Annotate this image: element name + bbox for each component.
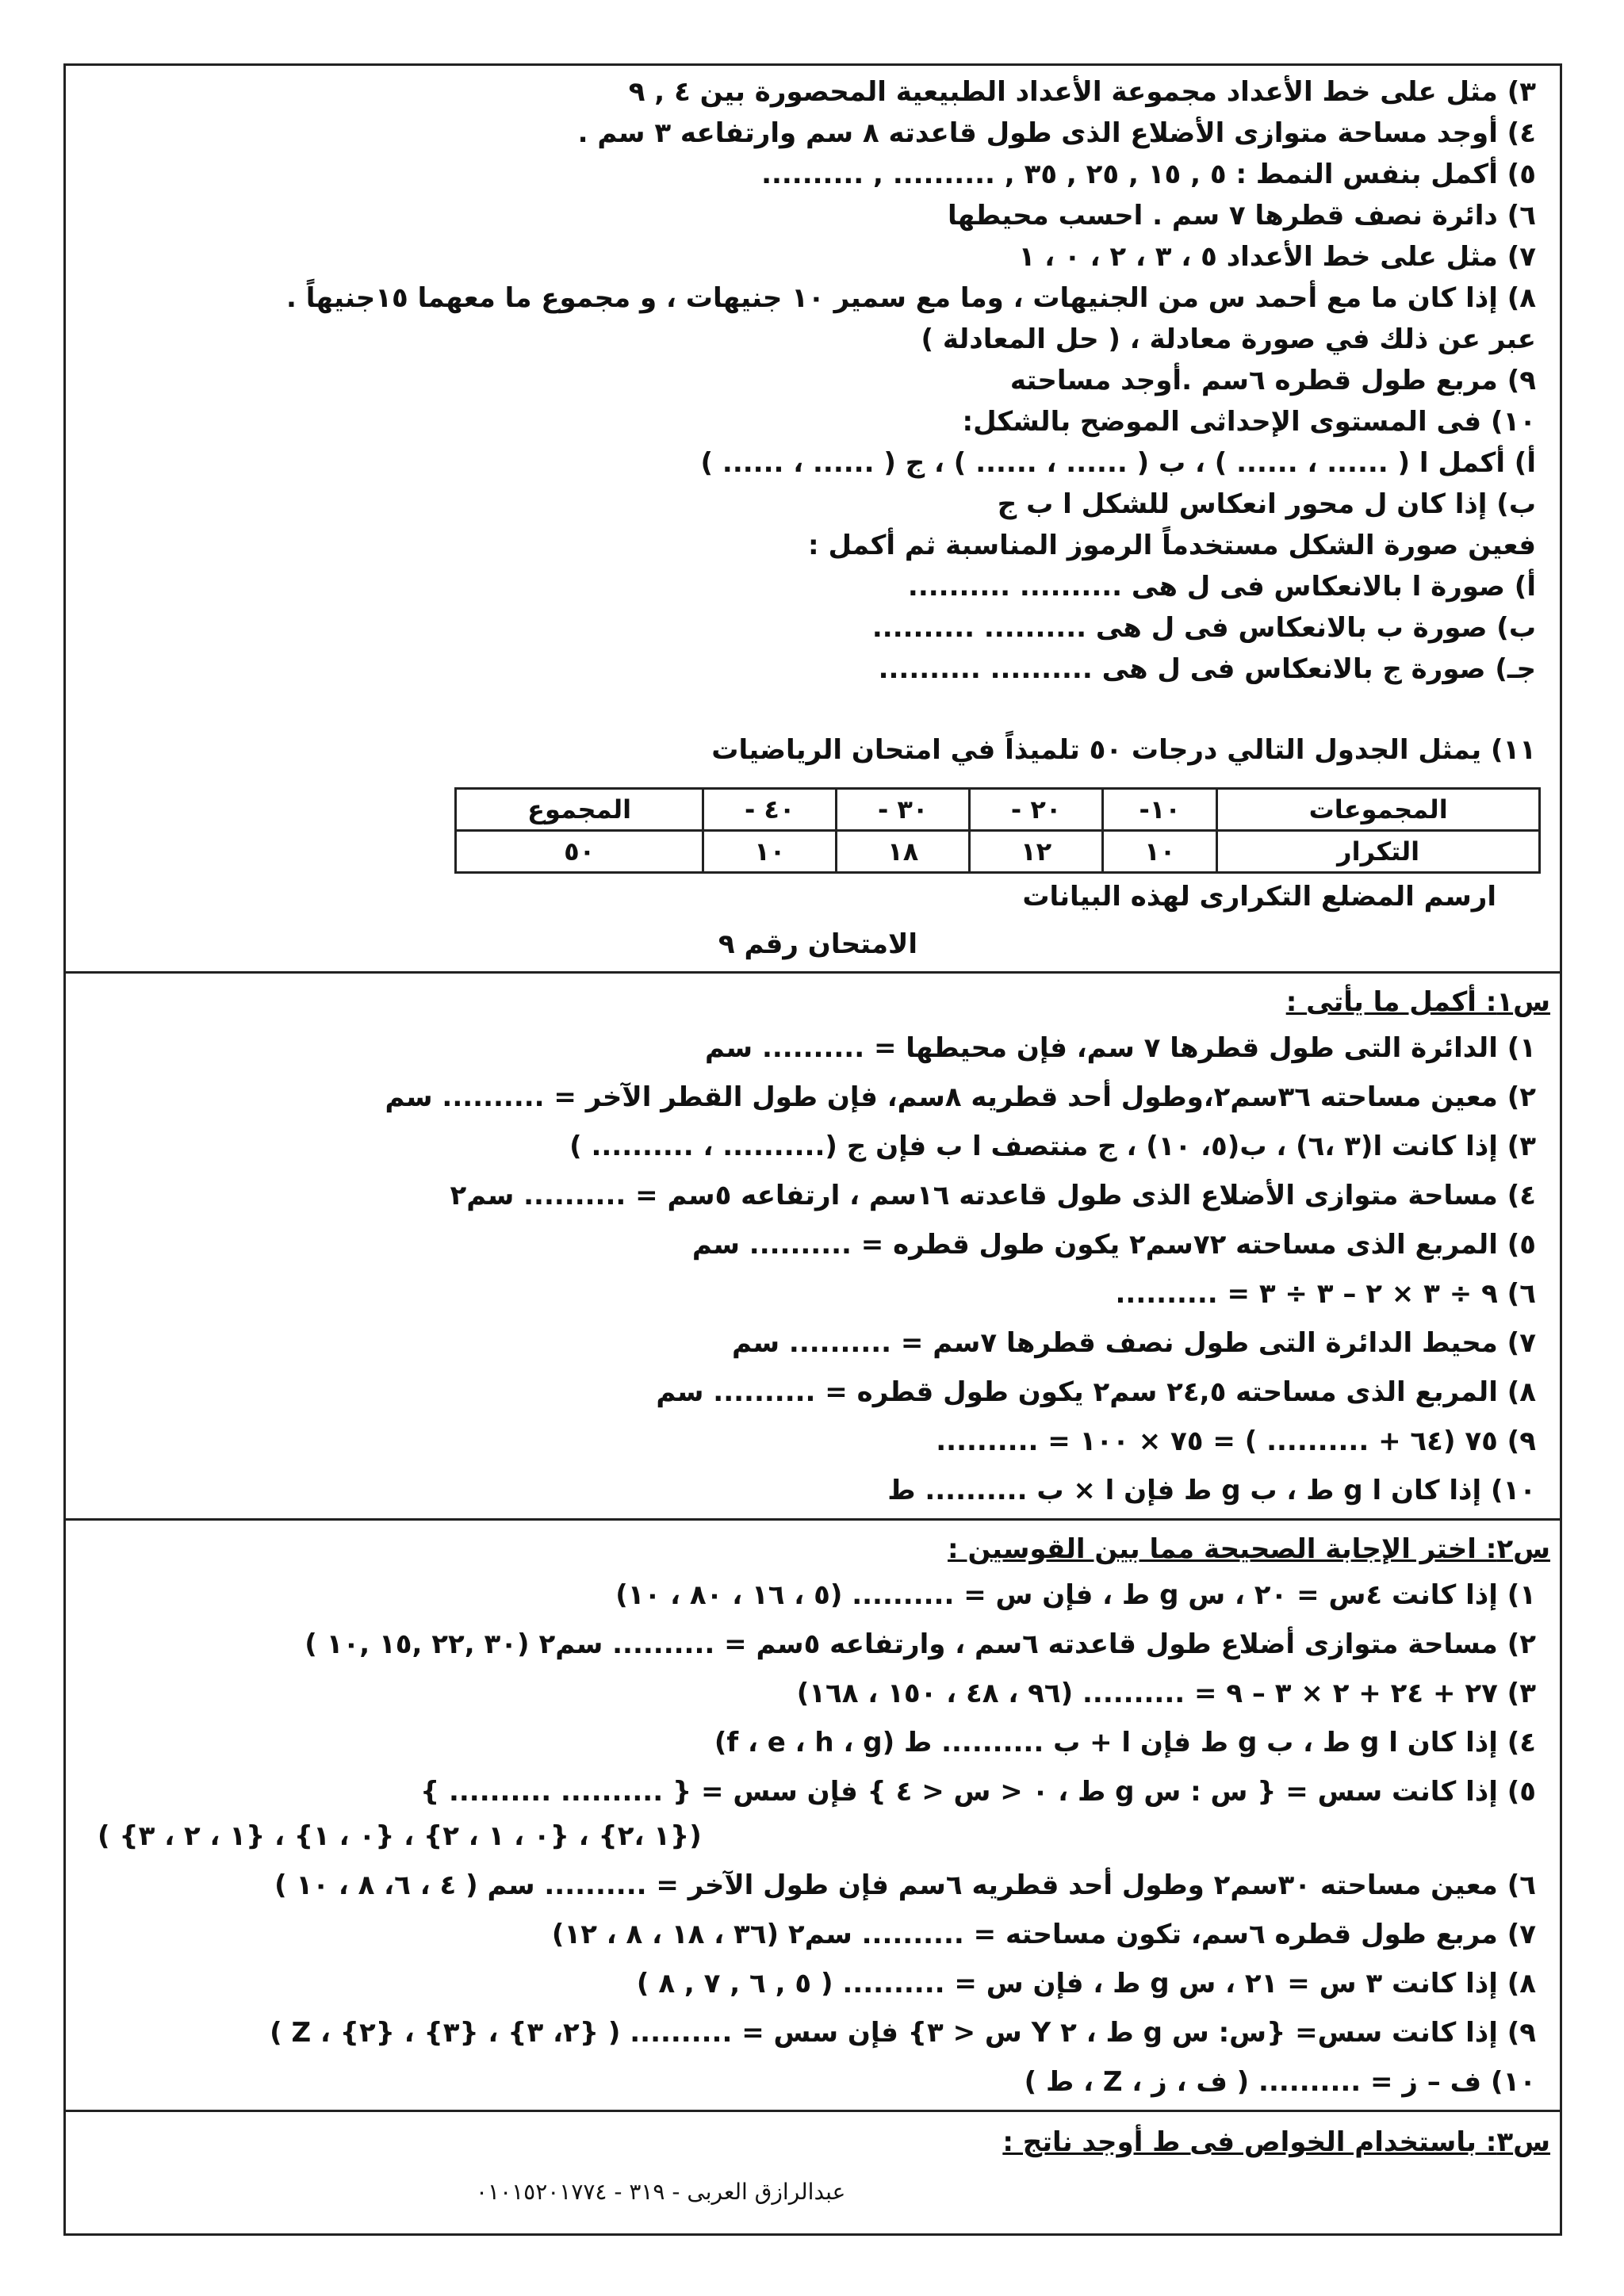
table-header-cell: ٣٠ - xyxy=(837,789,970,831)
question-6: ٦) دائرة نصف قطرها ٧ سم . احسب محيطها xyxy=(947,200,1536,232)
table-cell: ١٨ xyxy=(837,831,970,873)
table-cell: ١٢ xyxy=(970,831,1103,873)
frequency-table xyxy=(454,787,1541,874)
q2-item: ٨) إذا كانت ٣ س = ٢١ ، س g ط ، فإن س = .......... ( ٥ , ٦ , ٧ , ٨ ) xyxy=(636,1968,1536,1999)
question-8-sub: عبر عن ذلك في صورة معادلة ، ( حل المعادلة ) xyxy=(921,323,1536,355)
question-10-b-1: أ) صورة ا بالانعكاس فى ل هى .......... .......... xyxy=(907,571,1536,603)
table-header-cell: المجموعات xyxy=(1217,789,1540,831)
q2-item: ٤) إذا كان ا g ط ، ب g ط فإن ا + ب .......... ط (f ، e ، h ، g) xyxy=(714,1727,1536,1758)
q2-item: ١) إذا كانت ٤س = ٢٠ ، س g ط ، فإن س = .......... (٥ ، ١٦ ، ٨٠ ، ١٠) xyxy=(615,1579,1536,1611)
table-cell: ١٠ xyxy=(1103,831,1217,873)
question-10-b-2: ب) صورة ب بالانعكاس فى ل هى .......... .......... xyxy=(871,612,1536,644)
exam-page xyxy=(63,63,1562,2236)
table-row xyxy=(456,789,1540,831)
q1-item: ١) الدائرة التى طول قطرها ٧ سم، فإن محيطها = .......... سم xyxy=(705,1032,1536,1064)
question-10-b: ب) إذا كان ل محور انعكاس للشكل ا ب ج xyxy=(997,488,1536,520)
exam-title: الامتحان رقم ٩ xyxy=(718,928,917,960)
question-8: ٨) إذا كان ما مع أحمد س من الجنيهات ، وما مع سمير ١٠ جنيهات ، و مجموع ما معهما ١٥جنيهاً . xyxy=(286,282,1536,314)
q3-title: س٣: باستخدام الخواص فى ط أوجد ناتج : xyxy=(1002,2126,1550,2158)
q1-item: ٣) إذا كانت ا(٣ ،٦) ، ب(٥، ١٠) ، ج منتصف ا ب فإن ج (.......... ، .......... ) xyxy=(569,1131,1536,1162)
q2-item: ٩) إذا كانت سس= {س: س g ط ، ٢ Y س < ٣} فإن سس = .......... ( {٢، ٣} ، {٣} ، {٢} ، Z ) xyxy=(270,2017,1536,2049)
question-10-a: أ) أكمل ا ( ...... ، ...... ) ، ب ( ...... ، ...... ) ، ج ( ...... ، ...... ) xyxy=(700,447,1536,479)
table-row xyxy=(456,831,1540,873)
q2-item: ٥) إذا كانت سس = { س : س g ط ، ٠ < س < ٤ } فإن سس = { .......... .......... } xyxy=(419,1776,1536,1808)
divider xyxy=(66,2110,1560,2112)
q1-item: ٤) مساحة متوازى الأضلاع الذى طول قاعدته ١٦سم ، ارتفاعه ٥سم = .......... سم٢ xyxy=(450,1180,1536,1211)
q2-item-options: ({١ ،٢} ، {٠ ، ١ ، ٢} ، {٠ ، ١} ، {١ ، ٢ ، ٣} ) xyxy=(98,1820,702,1852)
q1-item: ٢) معين مساحته ٣٦سم٢،وطول أحد قطريه ٨سم، فإن طول القطر الآخر = .......... سم xyxy=(385,1081,1536,1113)
q2-item: ٦) معين مساحته ٣٠سم٢ وطول أحد قطريه ٦سم فإن طول الآخر = .......... سم ( ٤ ، ٦، ٨ ، ١٠ ) xyxy=(274,1869,1536,1901)
q1-item: ٧) محيط الدائرة التى طول نصف قطرها ٧سم = .......... سم xyxy=(731,1327,1536,1359)
table-instruction: ارسم المضلع التكرارى لهذه البيانات xyxy=(1022,881,1496,913)
table-cell: التكرار xyxy=(1217,831,1540,873)
q1-item: ٥) المربع الذى مساحته ٧٢سم٢ يكون طول قطره = .......... سم xyxy=(691,1229,1536,1261)
table-header-cell: المجموع xyxy=(456,789,703,831)
q1-title: س١: أكمل ما يأتى : xyxy=(1285,986,1550,1018)
q2-item: ٧) مربع طول قطره ٦سم، تكون مساحته = .......... سم٢ (٣٦ ، ١٨ ، ٨ ، ١٢) xyxy=(551,1919,1536,1950)
question-5: ٥) أكمل بنفس النمط : ٥ , ١٥ , ٢٥ , ٣٥ , .......... , .......... xyxy=(761,159,1536,190)
q2-item: ٣) ٢٧ + ٢٤ + ٢ × ٣ – ٩ = .......... (٩٦ ، ٤٨ ، ١٥٠ ، ١٦٨) xyxy=(796,1678,1536,1709)
table-cell: ١٠ xyxy=(703,831,837,873)
q2-item: ٢) مساحة متوازى أضلاع طول قاعدته ٦سم ، وارتفاعه ٥سم = .......... سم٢ (٣٠ ,٢٢ ,١٥ ,١٠ ) xyxy=(304,1628,1536,1660)
q1-item: ٩) ٧٥ (٦٤ + .......... ) = ٧٥ × ١٠٠ = .......... xyxy=(936,1425,1536,1457)
q2-title: س٢: اختر الإجابة الصحيحة مما بين القوسين : xyxy=(948,1533,1550,1565)
question-9: ٩) مربع طول قطره ٦سم .أوجد مساحته xyxy=(1009,365,1536,396)
question-7: ٧) مثل على خط الأعداد ٥ ، ٣ ، ٢ ، ٠ ، ١ xyxy=(1018,241,1536,273)
q2-item: ١٠) ف – ز = .......... ( ف ، ز ، Z ، ط ) xyxy=(1024,2066,1536,2098)
question-11: ١١) يمثل الجدول التالي درجات ٥٠ تلميذاً في امتحان الرياضيات xyxy=(711,734,1536,766)
question-10-b-3: جـ) صورة ج بالانعكاس فى ل هى .......... .......... xyxy=(878,653,1536,685)
table-header-cell: ٤٠ - xyxy=(703,789,837,831)
page-footer: عبدالرازق العربى - ٣١٩ - ٠١٠١٥٢٠١٧٧٤ xyxy=(476,2179,846,2205)
question-4: ٤) أوجد مساحة متوازى الأضلاع الذى طول قاعدته ٨ سم وارتفاعه ٣ سم . xyxy=(577,117,1536,149)
question-3: ٣) مثل على خط الأعداد مجموعة الأعداد الطبيعية المحصورة بين ٤ , ٩ xyxy=(628,76,1536,108)
q1-item: ٦) ٩ ÷ ٣ × ٢ – ٣ ÷ ٣ = .......... xyxy=(1115,1278,1536,1310)
table-header-cell: ٢٠ - xyxy=(970,789,1103,831)
table-header-cell: ١٠- xyxy=(1103,789,1217,831)
q1-item: ١٠) إذا كان ا g ط ، ب g ط فإن ا × ب .......... ط xyxy=(887,1475,1536,1506)
divider xyxy=(66,971,1560,974)
question-10-instruction: فعين صورة الشكل مستخدماً الرموز المناسبة ثم أكمل : xyxy=(808,530,1536,561)
divider xyxy=(66,1518,1560,1521)
table-cell: ٥٠ xyxy=(456,831,703,873)
q1-item: ٨) المربع الذى مساحته ٢٤,٥ سم٢ يكون طول قطره = .......... سم xyxy=(656,1376,1536,1408)
question-10: ١٠) فى المستوى الإحداثى الموضح بالشكل: xyxy=(962,406,1536,438)
